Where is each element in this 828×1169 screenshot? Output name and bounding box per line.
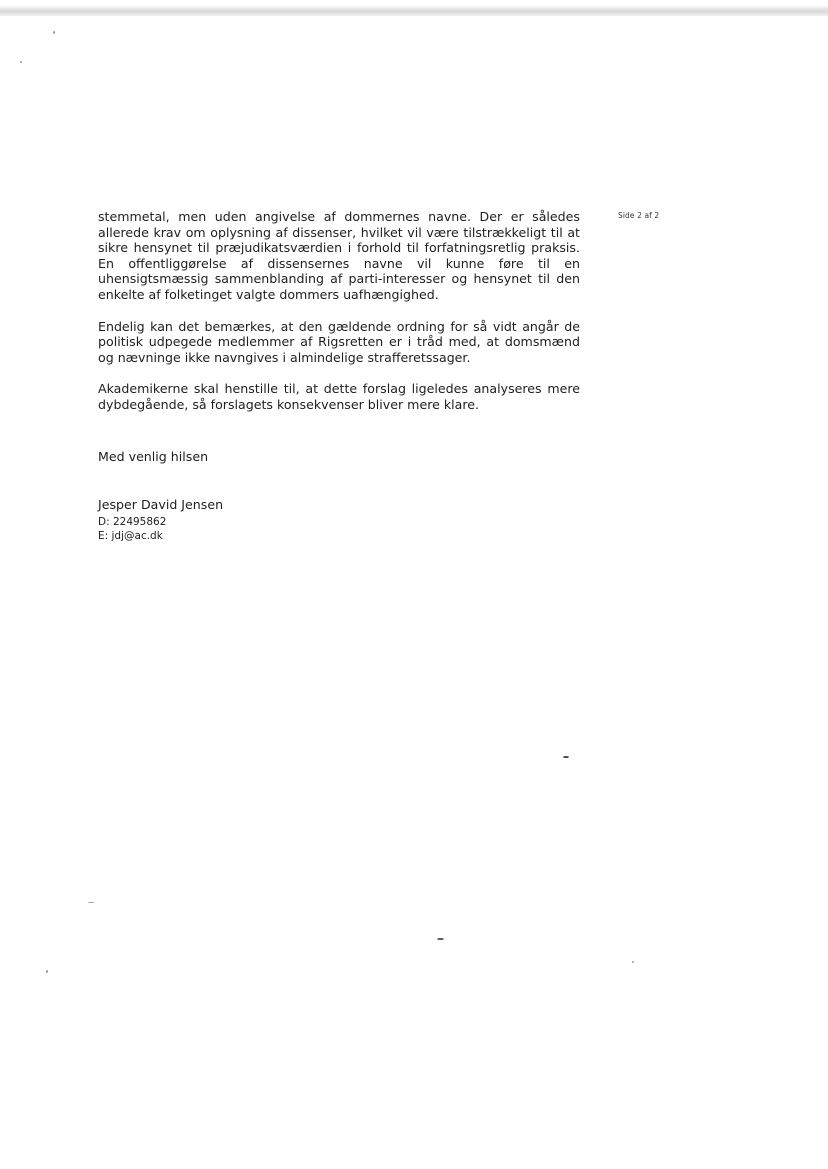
paragraph: Endelig kan det bemærkes, at den gældende ordning for så vidt angår de politisk udpegede medlemmer af Rigsretten er i tråd med, at domsmænd og nævninge ikke navngives i almindelige strafferetssager. [98,318,580,365]
scan-edge [0,5,828,16]
scan-speck [20,61,22,63]
letter-body [98,209,580,429]
signature-name: Jesper David Jensen [98,497,224,512]
email-address: E: jdj@ac.dk [98,529,163,542]
scan-speck [437,938,444,940]
phone-number: D: 22495862 [98,516,167,528]
page-number: Side 2 af 2 [618,211,660,220]
contact-info [98,516,166,543]
scan-speck [632,961,634,963]
scan-speck [53,31,55,34]
scan-speck [46,970,48,973]
scan-speck [563,756,569,758]
paragraph: Akademikerne skal henstille til, at dette forslag ligeledes analyseres mere dybdegående, så forslagets konsekvenser bliver mere klare. [98,381,580,412]
scan-speck [88,902,94,903]
closing-salutation: Med venlig hilsen [98,449,209,464]
paragraph: stemmetal, men uden angivelse af dommernes navne. Der er således allerede krav om oplysning af dissenser, hvilket vil være tilstrækkeligt til at sikre hensynet til præjudikatsværdien i forhold til forfatningsretlig praksis. En offentliggørelse af dissensernes navne vil kunne føre til en uhensigtsmæssig sammenblanding af parti-interesser og hensynet til den enkelte af folketinget valgte dommers uafhængighed. [98,209,580,302]
